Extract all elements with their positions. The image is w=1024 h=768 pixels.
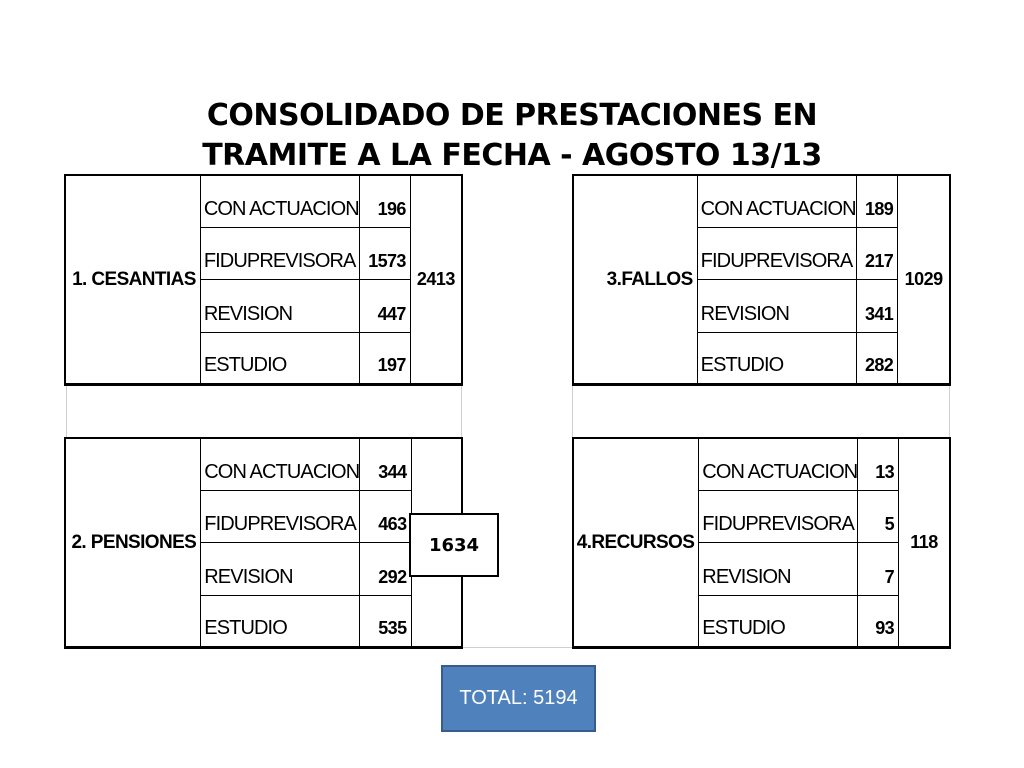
grid-line (462, 647, 572, 648)
table-row (65, 175, 462, 227)
row-value: 217 (856, 227, 898, 279)
row-label: REVISION (200, 280, 359, 332)
row-value: 341 (856, 280, 898, 332)
row-label: CON ACTUACION (201, 438, 360, 490)
row-value: 196 (359, 175, 410, 227)
category-total: 2413 (410, 175, 462, 385)
category-total: 118 (899, 438, 950, 648)
row-value: 5 (858, 490, 899, 542)
row-value: 447 (359, 280, 410, 332)
row-label: ESTUDIO (699, 595, 858, 647)
category-label: 4.RECURSOS (573, 438, 699, 648)
row-value: 7 (858, 543, 899, 595)
table-row (573, 175, 950, 227)
table-fallos (572, 174, 951, 386)
row-label: FIDUPREVISORA (697, 227, 856, 279)
category-label: 3.FALLOS (573, 175, 697, 385)
grid-line (572, 384, 573, 438)
row-value: 535 (360, 595, 411, 647)
row-value: 344 (360, 438, 411, 490)
row-label: REVISION (697, 280, 856, 332)
grid-line (66, 384, 67, 438)
row-value: 1573 (359, 227, 410, 279)
row-label: ESTUDIO (697, 332, 856, 384)
category-total: 1029 (898, 175, 950, 385)
title-line-2: TRAMITE A LA FECHA - AGOSTO 13/13 (202, 138, 822, 173)
grand-total-box: TOTAL: 5194 (441, 665, 596, 732)
row-label: CON ACTUACION (200, 175, 359, 227)
row-value: 282 (856, 332, 898, 384)
page-title (0, 96, 1024, 176)
table-pensiones (64, 437, 463, 649)
table-row (65, 438, 462, 490)
row-label: FIDUPREVISORA (201, 490, 360, 542)
row-label: FIDUPREVISORA (699, 490, 858, 542)
category-label: 1. CESANTIAS (65, 175, 200, 385)
row-value: 197 (359, 332, 410, 384)
row-value: 292 (360, 543, 411, 595)
category-label: 2. PENSIONES (65, 438, 201, 648)
row-value: 13 (858, 438, 899, 490)
title-line-1: CONSOLIDADO DE PRESTACIONES EN (206, 98, 818, 133)
table-cesantias (64, 174, 463, 386)
row-label: CON ACTUACION (699, 438, 858, 490)
table-row (573, 438, 950, 490)
grid-line (461, 384, 462, 438)
row-value: 93 (858, 595, 899, 647)
row-label: REVISION (201, 543, 360, 595)
row-label: ESTUDIO (200, 332, 359, 384)
row-label: CON ACTUACION (697, 175, 856, 227)
row-value: 189 (856, 175, 898, 227)
grid-line (949, 384, 950, 438)
row-value: 463 (360, 490, 411, 542)
table-recursos (572, 437, 951, 649)
row-label: FIDUPREVISORA (200, 227, 359, 279)
row-label: ESTUDIO (201, 595, 360, 647)
pensiones-total-box: 1634 (409, 513, 499, 577)
row-label: REVISION (699, 543, 858, 595)
